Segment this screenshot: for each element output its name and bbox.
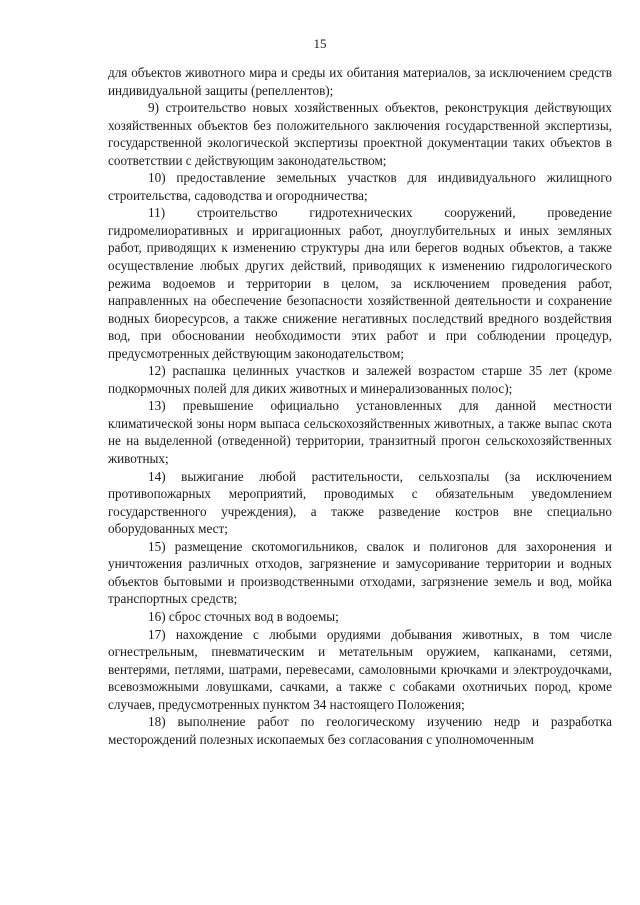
paragraph-continuation: для объектов животного мира и среды их обитания материалов, за исключением средств индивидуальной защиты (репеллентов); — [108, 65, 612, 98]
list-item-16: 16) сброс сточных вод в водоемы; — [148, 608, 339, 624]
list-item-11: 11) строительство гидротехнических сооружений, проведение гидромелиоративных и ирригационных работ, дноуглубительных и иных земляных работ, приводящих к изменению структуры дна или берегов водных объектов, а также осуществление любых других действий, приводящих к изменению гидрологического режима водоемов и территории в целом, за исключением проведения работ, направленных на обеспечение безопасности хозяйственной деятельности и сохранение водных биоресурсов, а также снижение негативных последствий вредного воздействия вод, при обосновании необходимости этих работ и при соблюдении процедур, предусмотренных действующим законодательством; — [108, 205, 612, 361]
document-body — [108, 64, 612, 748]
list-item-17: 17) нахождение с любыми орудиями добывания животных, в том числе огнестрельным, пневматическим и метательным оружием, капканами, сетями, вентерями, петлями, шатрами, перевесами, самоловными крючками и электроудочками, всевозможными ловушками, сачками, а также с собаками охотничьих пород, кроме случаев, предусмотренных пунктом 34 настоящего Положения; — [108, 626, 612, 712]
list-item-10: 10) предоставление земельных участков для индивидуального жилищного строительства, садоводства и огородничества; — [108, 170, 612, 203]
page-number: 15 — [313, 36, 327, 51]
list-item-13: 13) превышение официально установленных для данной местности климатической зоны норм выпаса сельскохозяйственных животных, а также выпас скота не на выделенной (отведенной) территории, транзитный прогон сельскохозяйственных животных; — [108, 398, 612, 467]
list-item-15: 15) размещение скотомогильников, свалок и полигонов для захоронения и уничтожения различных отходов, загрязнение и замусоривание территории и водных объектов бытовыми и производственными отходами, загрязнение земель и вод, мойка транспортных средств; — [108, 538, 612, 607]
list-item-9: 9) строительство новых хозяйственных объектов, реконструкция действующих хозяйственных объектов без положительного заключения государственной экспертизы, государственной экологической экспертизы проектной документации таких объектов в соответствии с действующим законодательством; — [108, 100, 612, 168]
list-item-12: 12) распашка целинных участков и залежей возрастом старше 35 лет (кроме подкормочных полей для диких животных и минерализованных полос); — [108, 363, 612, 396]
list-item-14: 14) выжигание любой растительности, сельхозпалы (за исключением противопожарных мероприятий, проводимых с обязательным уведомлением государственного учреждения), а также разведение костров вне специально оборудованных мест; — [108, 468, 612, 537]
list-item-18: 18) выполнение работ по геологическому изучению недр и разработка месторождений полезных ископаемых без согласования с уполномоченным — [108, 714, 612, 747]
